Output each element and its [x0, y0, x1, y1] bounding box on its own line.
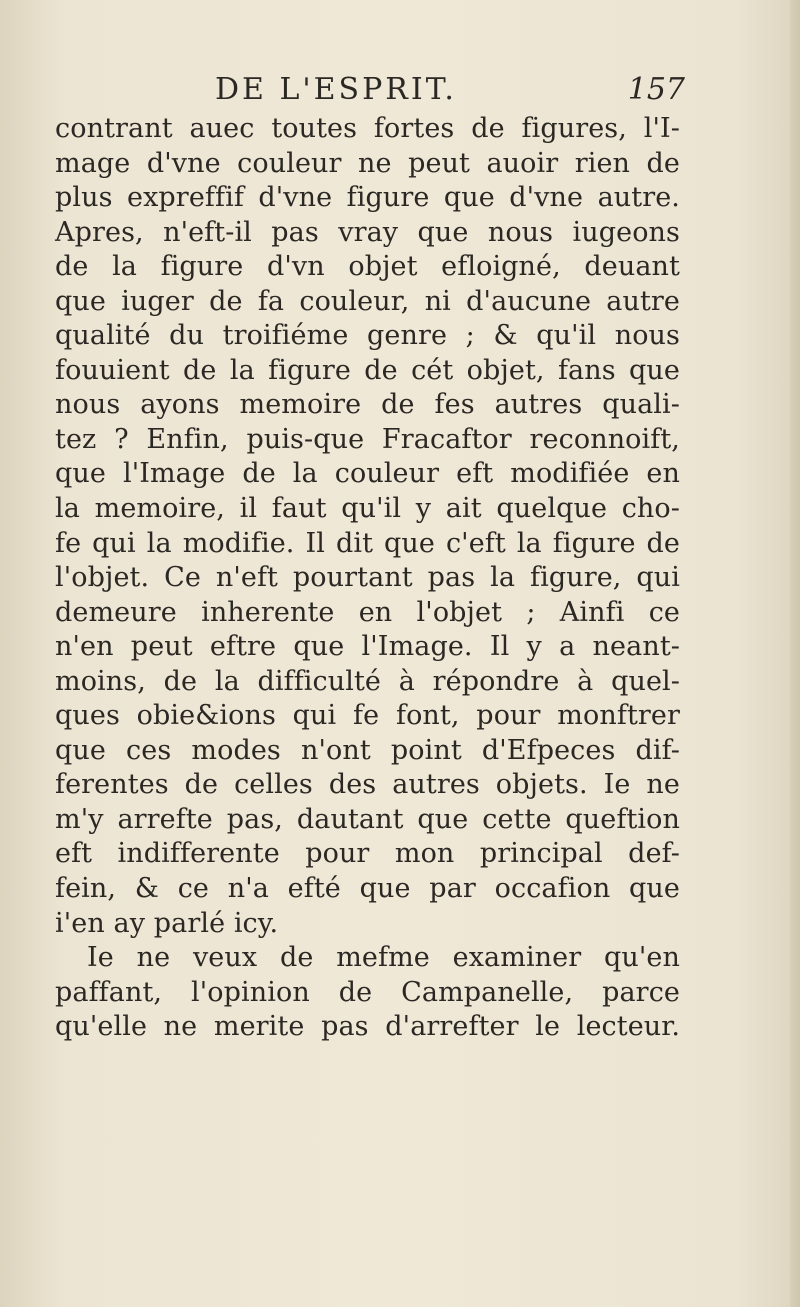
text-line: m'y arrefte pas, dautant que cette queftion — [55, 803, 680, 835]
text-line: que iuger de fa couleur, ni d'aucune autre — [55, 285, 680, 317]
text-line: demeure inherente en l'objet ; Ainfi ce — [55, 596, 680, 628]
text-line: que ces modes n'ont point d'Efpeces dif- — [55, 734, 680, 766]
running-title: DE L'ESPRIT. — [215, 72, 457, 107]
text-line: ques obie&ions qui fe font, pour monftrer — [55, 700, 680, 732]
text-line: paffant, l'opinion de Campanelle, parce — [55, 976, 680, 1008]
text-line: qualité du troifiéme genre ; & qu'il nous — [55, 320, 680, 352]
text-line: n'en peut eftre que l'Image. Il y a neant- — [55, 631, 680, 663]
text-line: tez ? Enfin, puis-que Fracaftor reconnoift, — [55, 423, 680, 455]
text-line: l'objet. Ce n'eft pourtant pas la figure, qui — [55, 562, 680, 594]
text-line: la memoire, il faut qu'il y ait quelque cho- — [55, 493, 680, 525]
body-text — [55, 112, 680, 1045]
text-line: moins, de la difficulté à répondre à quel- — [55, 665, 680, 697]
text-line: fein, & ce n'a efté que par occafion que — [55, 873, 680, 905]
text-line: mage d'vne couleur ne peut auoir rien de — [55, 147, 680, 179]
text-line: plus expreffif d'vne figure que d'vne autre. — [55, 182, 680, 214]
text-line: Ie ne veux de mefme examiner qu'en — [87, 942, 680, 974]
text-line: de la figure d'vn objet efloigné, deuant — [55, 251, 680, 283]
text-line: nous ayons memoire de fes autres quali- — [55, 389, 680, 421]
text-line: ferentes de celles des autres objets. Ie ne — [55, 769, 680, 801]
text-line: Apres, n'eft-il pas vray que nous iugeons — [55, 216, 680, 248]
text-line: eft indifferente pour mon principal def- — [55, 838, 680, 870]
page-number: 157 — [627, 72, 685, 107]
page-edge — [790, 0, 800, 1307]
text-line: qu'elle ne merite pas d'arrefter le lecteur. — [55, 1011, 680, 1043]
page-header — [215, 72, 685, 112]
text-line: fe qui la modifie. Il dit que c'eft la figure de — [55, 527, 680, 559]
text-line: que l'Image de la couleur eft modifiée en — [55, 458, 680, 490]
text-line: fouuient de la figure de cét objet, fans que — [55, 354, 680, 386]
text-line: i'en ay parlé icy. — [55, 907, 279, 939]
text-line: contrant auec toutes fortes de figures, l'I- — [55, 113, 680, 144]
